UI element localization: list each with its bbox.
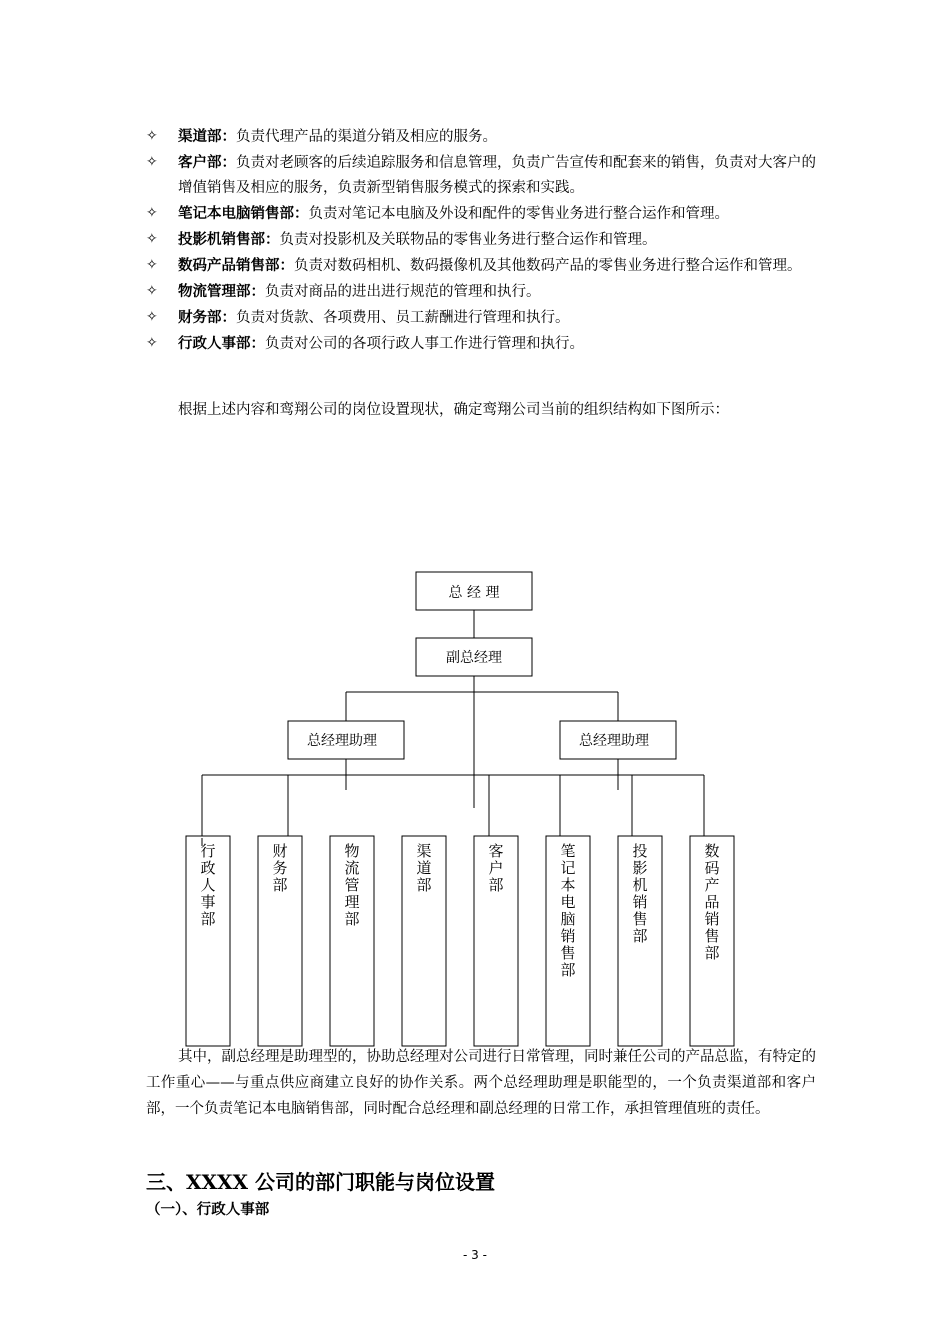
bullet-item [146, 279, 816, 305]
department-label-char: 人 [200, 876, 216, 894]
department-label-char: 部 [560, 961, 576, 979]
department-label-char: 客 [488, 842, 504, 860]
department-box [474, 836, 518, 1046]
bullet-desc: 负责对投影机及关联物品的零售业务进行整合运作和管理。 [279, 232, 657, 248]
top-manager-label: 总 经 理 [448, 585, 500, 601]
department-label-char: 理 [344, 893, 360, 911]
department-box [330, 836, 374, 1046]
diamond-bullet-icon: ✧ [146, 128, 158, 144]
bullet-colon: ： [250, 335, 265, 352]
bullet-item [146, 201, 816, 227]
department-label-char: 道 [416, 859, 432, 877]
bullet-desc: 负责对货款、各项费用、员工薪酬进行管理和执行。 [236, 310, 570, 326]
bullet-colon: ： [265, 231, 280, 248]
diamond-bullet-icon: ✧ [146, 257, 158, 273]
department-label-char: 务 [272, 859, 288, 877]
department-label-char: 数 [704, 842, 720, 860]
department-label-char: 记 [560, 859, 576, 877]
bullet-colon: ： [221, 128, 236, 145]
department-label-char: 政 [200, 859, 216, 877]
department-label-char: 流 [344, 859, 360, 877]
department-label-char: 品 [704, 893, 720, 911]
assistant-left-box [288, 721, 404, 759]
assistant-right-label: 总经理助理 [579, 733, 649, 749]
department-label-char: 事 [200, 893, 216, 911]
department-box [618, 836, 662, 1046]
bullet-desc: 负责对笔记本电脑及外设和配件的零售业务进行整合运作和管理。 [308, 206, 729, 222]
diamond-bullet-icon: ✧ [146, 205, 158, 221]
bullet-term: 笔记本电脑销售部 [178, 205, 294, 222]
diamond-bullet-icon: ✧ [146, 231, 158, 247]
department-label-char: 影 [632, 859, 648, 877]
department-box [186, 836, 230, 1046]
bullet-desc: 负责对商品的进出进行规范的管理和执行。 [265, 284, 541, 300]
department-label-char: 部 [200, 910, 216, 928]
bullet-item [146, 253, 816, 279]
department-label-char: 部 [416, 876, 432, 894]
bullet-term: 财务部 [178, 309, 222, 326]
org-chart-intro: 根据上述内容和鸾翔公司的岗位设置现状，确定鸾翔公司当前的组织结构如下图所示： [178, 402, 729, 418]
department-label-char: 行 [200, 842, 216, 860]
department-box [546, 836, 590, 1046]
department-label-char: 渠 [416, 842, 432, 860]
bullet-term: 行政人事部 [178, 335, 251, 352]
bullet-desc: 负责对老顾客的后续追踪服务和信息管理，负责广告宣传和配套来的销售，负责对大客户的增值销售及相应的服务，负责新型销售服务模式的探索和实践。 [178, 155, 816, 196]
assistant-left-label: 总经理助理 [307, 733, 377, 749]
department-label-char: 售 [704, 927, 720, 945]
diamond-bullet-icon: ✧ [146, 335, 158, 351]
department-label-char: 部 [272, 876, 288, 894]
diamond-bullet-icon: ✧ [146, 283, 158, 299]
department-label-char: 户 [488, 859, 504, 877]
bullet-term: 渠道部 [178, 128, 222, 145]
department-label-char: 售 [632, 910, 648, 928]
bullet-colon: ： [250, 283, 265, 300]
bullet-item [146, 124, 816, 150]
department-label-char: 销 [560, 927, 576, 945]
bullet-item [146, 331, 816, 357]
bullet-term: 数码产品销售部 [178, 257, 280, 274]
page-number: - 3 - [463, 1248, 487, 1262]
department-label-char: 部 [344, 910, 360, 928]
department-label-char: 物 [344, 842, 360, 860]
bullet-colon: ： [221, 309, 236, 326]
department-box [690, 836, 734, 1046]
bullet-term: 物流管理部 [178, 283, 251, 300]
bullet-colon: ： [221, 154, 236, 171]
department-label-char: 机 [632, 876, 648, 894]
diamond-bullet-icon: ✧ [146, 309, 158, 325]
department-label-char: 本 [560, 876, 576, 894]
deputy-manager-label: 副总经理 [446, 650, 502, 666]
department-label-char: 部 [704, 944, 720, 962]
bullet-term: 客户部 [178, 154, 222, 171]
diamond-bullet-icon: ✧ [146, 154, 158, 170]
department-label-char: 财 [272, 842, 288, 860]
bullet-desc: 负责对数码相机、数码摄像机及其他数码产品的零售业务进行整合运作和管理。 [294, 258, 802, 274]
bullet-item [146, 150, 816, 201]
department-label-char: 脑 [560, 910, 576, 928]
department-box [258, 836, 302, 1046]
department-bullet-list [146, 124, 816, 357]
department-label-char: 销 [632, 893, 648, 911]
department-label-char: 部 [632, 927, 648, 945]
department-boxes [186, 836, 734, 1046]
description-paragraph: 其中，副总经理是助理型的，协助总经理对公司进行日常管理，同时兼任公司的产品总监，有特定的工作重心——与重点供应商建立良好的协作关系。两个总经理助理是职能型的，一个负责渠道部和客户部，一个负责笔记本电脑销售部，同时配合总经理和副总经理的日常工作，承担管理值班的责任。 [146, 1049, 816, 1117]
department-label-char: 部 [488, 876, 504, 894]
org-chart [0, 560, 950, 1054]
department-label-char: 管 [344, 876, 360, 894]
bullet-item [146, 227, 816, 253]
top-manager-box [416, 572, 532, 610]
section-title: 三、XXXX 公司的部门职能与岗位设置 [146, 1170, 496, 1194]
department-label-char: 笔 [560, 842, 576, 860]
department-label-char: 售 [560, 944, 576, 962]
department-label-char: 码 [704, 859, 720, 877]
department-label-char: 销 [704, 910, 720, 928]
subsection-title: （一）、行政人事部 [146, 1201, 270, 1218]
department-label-char: 投 [632, 842, 648, 860]
department-label-char: 电 [560, 893, 576, 911]
bullet-item [146, 305, 816, 331]
bullet-desc: 负责代理产品的渠道分销及相应的服务。 [236, 129, 497, 145]
bullet-colon: ： [294, 205, 309, 222]
bullet-colon: ： [279, 257, 294, 274]
bullet-term: 投影机销售部 [178, 231, 265, 248]
assistant-right-box [560, 721, 676, 759]
bullet-desc: 负责对公司的各项行政人事工作进行管理和执行。 [265, 336, 584, 352]
deputy-manager-box [416, 638, 532, 676]
department-label-char: 产 [704, 876, 720, 894]
department-box [402, 836, 446, 1046]
